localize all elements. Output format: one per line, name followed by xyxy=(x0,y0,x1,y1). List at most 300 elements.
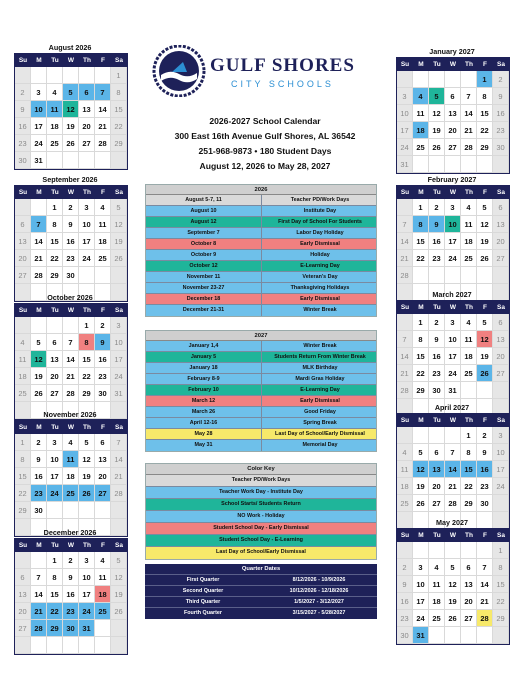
month-calendar-march-2027 xyxy=(396,289,508,417)
calendar-day: 19 xyxy=(111,586,127,603)
calendar-day: 2 xyxy=(429,199,445,216)
calendar-day: 6 xyxy=(429,444,445,461)
weekday-header: W xyxy=(63,54,79,67)
calendar-day: 11 xyxy=(95,569,111,586)
calendar-day: 4 xyxy=(461,314,477,331)
calendar-empty-cell xyxy=(397,542,413,559)
event-description: Thanksgiving Holidays xyxy=(290,285,350,291)
calendar-day: 20 xyxy=(47,368,63,385)
weekday-header: Sa xyxy=(111,539,127,552)
calendar-day: 11 xyxy=(95,216,111,233)
calendar-day: 2 xyxy=(31,434,47,451)
calendar-day: 16 xyxy=(477,461,493,478)
calendar-day: 11 xyxy=(47,101,63,118)
calendar-day: 8 xyxy=(47,216,63,233)
calendar-day: 16 xyxy=(63,586,79,603)
calendar-empty-cell xyxy=(95,67,111,84)
calendar-day: 3 xyxy=(445,199,461,216)
calendar-empty-cell xyxy=(493,267,509,284)
event-date: January 1,4 xyxy=(146,341,262,351)
quarter-row xyxy=(145,575,377,586)
calendar-day: 7 xyxy=(397,216,413,233)
calendar-day: 31 xyxy=(397,156,413,173)
event-description: Veteran's Day xyxy=(302,274,338,280)
event-date: October 9 xyxy=(146,250,262,260)
calendar-day: 21 xyxy=(31,603,47,620)
calendar-day: 26 xyxy=(31,385,47,402)
calendar-empty-cell xyxy=(493,627,509,644)
calendar-empty-cell xyxy=(429,267,445,284)
calendar-empty-cell xyxy=(445,627,461,644)
calendar-day: 13 xyxy=(79,101,95,118)
event-row xyxy=(146,217,376,228)
calendar-day: 5 xyxy=(477,199,493,216)
calendar-empty-cell xyxy=(397,314,413,331)
calendar-day: 3 xyxy=(79,199,95,216)
event-row xyxy=(146,305,376,316)
calendar-day: 18 xyxy=(413,122,429,139)
calendar-empty-cell xyxy=(79,637,95,654)
calendar-day: 14 xyxy=(397,348,413,365)
calendar-day: 18 xyxy=(47,118,63,135)
calendar-empty-cell xyxy=(397,71,413,88)
calendar-empty-cell xyxy=(63,637,79,654)
calendar-day: 5 xyxy=(413,444,429,461)
calendar-day: 30 xyxy=(477,495,493,512)
quarter-dates: 3/15/2027 - 5/28/2027 xyxy=(292,610,346,616)
calendar-day: 31 xyxy=(79,620,95,637)
calendar-day: 22 xyxy=(15,485,31,502)
weekday-header: W xyxy=(63,304,79,317)
calendar-day: 14 xyxy=(445,461,461,478)
calendar-day: 8 xyxy=(461,444,477,461)
calendar-day: 19 xyxy=(31,368,47,385)
weekday-header: W xyxy=(445,186,461,199)
calendar-day: 16 xyxy=(31,468,47,485)
calendar-day: 17 xyxy=(445,348,461,365)
calendar-empty-cell xyxy=(111,152,127,169)
event-date: February 10 xyxy=(146,385,262,395)
calendar-day: 14 xyxy=(111,451,127,468)
school-year-range: August 12, 2026 to May 28, 2027 xyxy=(199,161,331,171)
calendar-empty-cell xyxy=(429,427,445,444)
calendar-day: 26 xyxy=(111,250,127,267)
calendar-day: 23 xyxy=(429,250,445,267)
calendar-empty-cell xyxy=(445,542,461,559)
weekday-header: Tu xyxy=(429,529,445,542)
calendar-day: 7 xyxy=(111,434,127,451)
calendar-day: 4 xyxy=(47,84,63,101)
logo-sub-text: CITY SCHOOLS xyxy=(231,79,334,89)
weekday-header: Su xyxy=(397,301,413,314)
calendar-day: 25 xyxy=(95,603,111,620)
calendar-day: 20 xyxy=(15,603,31,620)
event-date: September 7 xyxy=(146,228,262,238)
calendar-empty-cell xyxy=(95,637,111,654)
calendar-day: 1 xyxy=(47,199,63,216)
quarter-row xyxy=(145,586,377,597)
calendar-day: 17 xyxy=(397,122,413,139)
calendar-day: 26 xyxy=(429,139,445,156)
quarter-dates: 1/5/2027 - 3/12/2027 xyxy=(294,599,344,605)
calendar-empty-cell xyxy=(15,552,31,569)
month-grid xyxy=(396,300,510,417)
calendar-day: 12 xyxy=(477,331,493,348)
calendar-day: 19 xyxy=(63,118,79,135)
month-grid xyxy=(396,413,510,530)
weekday-header: Su xyxy=(15,421,31,434)
calendar-day: 8 xyxy=(477,88,493,105)
color-key-item: Student School Day - Early Dismissal xyxy=(146,523,376,535)
weekday-header: M xyxy=(413,58,429,71)
weekday-header: W xyxy=(63,421,79,434)
calendar-day: 17 xyxy=(31,118,47,135)
calendar-day: 30 xyxy=(397,627,413,644)
calendar-empty-cell xyxy=(79,67,95,84)
calendar-day: 4 xyxy=(63,434,79,451)
calendar-day: 12 xyxy=(429,105,445,122)
calendar-empty-cell xyxy=(31,199,47,216)
event-date: August 10 xyxy=(146,206,262,216)
weekday-header: W xyxy=(445,529,461,542)
calendar-day: 24 xyxy=(111,368,127,385)
calendar-day: 5 xyxy=(79,434,95,451)
calendar-day: 13 xyxy=(461,576,477,593)
calendar-day: 12 xyxy=(31,351,47,368)
weekday-header: F xyxy=(95,539,111,552)
calendar-day: 9 xyxy=(31,451,47,468)
calendar-day: 9 xyxy=(397,576,413,593)
weekday-header: Sa xyxy=(493,186,509,199)
calendar-day: 26 xyxy=(79,485,95,502)
weekday-header: Th xyxy=(461,58,477,71)
event-row xyxy=(146,239,376,250)
calendar-day: 10 xyxy=(111,334,127,351)
calendar-empty-cell xyxy=(445,156,461,173)
calendar-day: 4 xyxy=(429,559,445,576)
weekday-header: M xyxy=(413,186,429,199)
weekday-header: W xyxy=(63,539,79,552)
calendar-day: 19 xyxy=(413,478,429,495)
calendar-day: 23 xyxy=(31,485,47,502)
calendar-day: 10 xyxy=(47,451,63,468)
month-grid xyxy=(396,57,510,174)
calendar-day: 16 xyxy=(95,351,111,368)
calendar-empty-cell xyxy=(477,156,493,173)
calendar-day: 7 xyxy=(31,569,47,586)
quarter-row xyxy=(145,608,377,619)
calendar-day: 7 xyxy=(63,334,79,351)
calendar-day: 24 xyxy=(413,610,429,627)
calendar-day: 18 xyxy=(63,468,79,485)
weekday-header: W xyxy=(445,301,461,314)
calendar-day: 4 xyxy=(95,199,111,216)
calendar-day: 18 xyxy=(429,593,445,610)
calendar-day: 20 xyxy=(493,348,509,365)
calendar-day: 6 xyxy=(15,216,31,233)
calendar-day: 19 xyxy=(79,468,95,485)
event-date: October 12 xyxy=(146,261,262,271)
calendar-day: 9 xyxy=(15,101,31,118)
calendar-empty-cell xyxy=(477,267,493,284)
weekday-header: Tu xyxy=(429,301,445,314)
calendar-day: 3 xyxy=(413,559,429,576)
calendar-day: 9 xyxy=(429,331,445,348)
event-row xyxy=(146,195,376,206)
calendar-day: 28 xyxy=(31,620,47,637)
month-title: March 2027 xyxy=(432,290,472,299)
calendar-day: 28 xyxy=(461,139,477,156)
calendar-day: 21 xyxy=(477,593,493,610)
month-title: December 2026 xyxy=(43,528,97,537)
calendar-day: 30 xyxy=(31,502,47,519)
calendar-day: 26 xyxy=(111,603,127,620)
calendar-day: 8 xyxy=(493,559,509,576)
calendar-day: 18 xyxy=(397,478,413,495)
calendar-day: 25 xyxy=(15,385,31,402)
month-title: February 2027 xyxy=(427,175,477,184)
calendar-day: 28 xyxy=(95,135,111,152)
calendar-day: 14 xyxy=(31,233,47,250)
weekday-header: F xyxy=(95,421,111,434)
weekday-header: Tu xyxy=(429,186,445,199)
weekday-header: Th xyxy=(461,186,477,199)
calendar-day: 18 xyxy=(15,368,31,385)
event-description: Labor Day Holiday xyxy=(296,230,344,236)
calendar-day: 20 xyxy=(461,593,477,610)
event-description: MLK Birthday xyxy=(302,365,338,371)
weekday-header: Sa xyxy=(493,529,509,542)
event-description: Good Friday xyxy=(304,409,336,415)
calendar-day: 24 xyxy=(31,135,47,152)
weekday-header: Su xyxy=(15,539,31,552)
calendar-day: 3 xyxy=(31,84,47,101)
calendar-day: 5 xyxy=(31,334,47,351)
weekday-header: Sa xyxy=(111,54,127,67)
calendar-day: 17 xyxy=(445,233,461,250)
calendar-day: 2 xyxy=(15,84,31,101)
color-key-item: School Starts/ Students Return xyxy=(146,499,376,511)
calendar-day: 2 xyxy=(397,559,413,576)
calendar-empty-cell xyxy=(95,502,111,519)
weekday-header: Th xyxy=(461,529,477,542)
color-key-item: Last Day of School/Early Dismissal xyxy=(146,547,376,559)
calendar-day: 26 xyxy=(445,610,461,627)
calendar-day: 28 xyxy=(63,385,79,402)
calendar-day: 6 xyxy=(461,559,477,576)
month-title: May 2027 xyxy=(436,518,468,527)
calendar-day: 17 xyxy=(47,468,63,485)
calendar-day: 5 xyxy=(429,88,445,105)
school-logo xyxy=(152,45,372,97)
calendar-day: 4 xyxy=(413,88,429,105)
calendar-empty-cell xyxy=(95,620,111,637)
weekday-header: Sa xyxy=(111,186,127,199)
event-row xyxy=(146,363,376,374)
calendar-empty-cell xyxy=(95,267,111,284)
calendar-empty-cell xyxy=(47,317,63,334)
calendar-day: 8 xyxy=(111,84,127,101)
calendar-day: 30 xyxy=(63,267,79,284)
weekday-header: M xyxy=(31,304,47,317)
calendar-day: 28 xyxy=(397,382,413,399)
event-row xyxy=(146,228,376,239)
weekday-header: F xyxy=(95,304,111,317)
school-address: 300 East 16th Avenue Gulf Shores, AL 36542 xyxy=(174,131,356,141)
weekday-header: Su xyxy=(15,186,31,199)
calendar-day: 18 xyxy=(95,233,111,250)
month-calendar-april-2027 xyxy=(396,402,508,530)
calendar-empty-cell xyxy=(63,152,79,169)
calendar-day: 22 xyxy=(413,250,429,267)
event-date: February 8-9 xyxy=(146,374,262,384)
calendar-empty-cell xyxy=(493,495,509,512)
calendar-empty-cell xyxy=(493,156,509,173)
calendar-day: 9 xyxy=(493,88,509,105)
calendar-day: 10 xyxy=(79,216,95,233)
calendar-day: 2 xyxy=(493,71,509,88)
calendar-day: 7 xyxy=(477,559,493,576)
calendar-day: 14 xyxy=(31,586,47,603)
calendar-day: 3 xyxy=(445,314,461,331)
calendar-day: 1 xyxy=(461,427,477,444)
event-row xyxy=(146,206,376,217)
event-row xyxy=(146,396,376,407)
calendar-empty-cell xyxy=(429,542,445,559)
calendar-day: 21 xyxy=(445,478,461,495)
calendar-day: 19 xyxy=(445,593,461,610)
calendar-day: 21 xyxy=(95,118,111,135)
calendar-day: 6 xyxy=(79,84,95,101)
calendar-day: 17 xyxy=(111,351,127,368)
calendar-day: 27 xyxy=(15,620,31,637)
calendar-day: 17 xyxy=(79,233,95,250)
calendar-day: 29 xyxy=(15,502,31,519)
calendar-day: 9 xyxy=(429,216,445,233)
calendar-day: 29 xyxy=(413,382,429,399)
calendar-day: 6 xyxy=(493,314,509,331)
event-description: Spring Break xyxy=(303,420,337,426)
calendar-day: 31 xyxy=(413,627,429,644)
quarter-row xyxy=(145,597,377,608)
calendar-empty-cell xyxy=(15,199,31,216)
calendar-day: 20 xyxy=(15,250,31,267)
month-calendar-december-2026 xyxy=(14,527,126,655)
calendar-day: 27 xyxy=(47,385,63,402)
calendar-day: 1 xyxy=(15,434,31,451)
calendar-day: 2 xyxy=(63,199,79,216)
month-title: April 2027 xyxy=(434,403,470,412)
weekday-header: F xyxy=(477,529,493,542)
events-table-title: 2026 xyxy=(146,185,376,195)
calendar-day: 18 xyxy=(95,586,111,603)
weekday-header: W xyxy=(63,186,79,199)
calendar-empty-cell xyxy=(397,199,413,216)
calendar-day: 2 xyxy=(95,317,111,334)
calendar-day: 12 xyxy=(111,216,127,233)
event-row xyxy=(146,374,376,385)
month-title: January 2027 xyxy=(429,47,475,56)
calendar-day: 8 xyxy=(413,331,429,348)
event-row xyxy=(146,341,376,352)
calendar-day: 14 xyxy=(397,233,413,250)
event-date: November 23-27 xyxy=(146,283,262,293)
weekday-header: Tu xyxy=(47,421,63,434)
event-description: Students Return From Winter Break xyxy=(274,354,366,360)
calendar-day: 9 xyxy=(95,334,111,351)
calendar-empty-cell xyxy=(79,152,95,169)
calendar-day: 25 xyxy=(429,610,445,627)
weekday-header: Tu xyxy=(47,54,63,67)
calendar-day: 5 xyxy=(445,559,461,576)
calendar-day: 1 xyxy=(79,317,95,334)
event-description: Last Day of School/Early Dismissal xyxy=(275,431,365,437)
calendar-day: 22 xyxy=(47,250,63,267)
calendar-empty-cell xyxy=(445,71,461,88)
calendar-day: 23 xyxy=(429,365,445,382)
calendar-day: 3 xyxy=(79,552,95,569)
calendar-day: 11 xyxy=(15,351,31,368)
calendar-day: 12 xyxy=(79,451,95,468)
calendar-empty-cell xyxy=(63,67,79,84)
calendar-day: 24 xyxy=(445,365,461,382)
calendar-day: 24 xyxy=(79,250,95,267)
weekday-header: Su xyxy=(397,58,413,71)
calendar-day: 1 xyxy=(477,71,493,88)
calendar-day: 10 xyxy=(79,569,95,586)
calendar-day: 27 xyxy=(79,135,95,152)
calendar-day: 14 xyxy=(63,351,79,368)
event-date: May 28 xyxy=(146,429,262,439)
calendar-day: 24 xyxy=(445,250,461,267)
calendar-empty-cell xyxy=(79,502,95,519)
calendar-day: 21 xyxy=(397,250,413,267)
calendar-day: 29 xyxy=(47,620,63,637)
calendar-day: 21 xyxy=(461,122,477,139)
calendar-day: 5 xyxy=(111,552,127,569)
event-date: March 12 xyxy=(146,396,262,406)
calendar-empty-cell xyxy=(47,67,63,84)
calendar-empty-cell xyxy=(429,71,445,88)
calendar-day: 19 xyxy=(429,122,445,139)
calendar-day: 13 xyxy=(493,216,509,233)
calendar-day: 23 xyxy=(493,122,509,139)
event-date: May 31 xyxy=(146,440,262,451)
calendar-day: 15 xyxy=(493,576,509,593)
calendar-day: 30 xyxy=(429,382,445,399)
calendar-empty-cell xyxy=(31,637,47,654)
calendar-day: 19 xyxy=(111,233,127,250)
event-date: January 18 xyxy=(146,363,262,373)
calendar-day: 6 xyxy=(47,334,63,351)
event-row xyxy=(146,250,376,261)
calendar-empty-cell xyxy=(31,552,47,569)
calendar-day: 20 xyxy=(429,478,445,495)
weekday-header: Su xyxy=(397,414,413,427)
calendar-day: 30 xyxy=(493,139,509,156)
event-description: E-Learning Day xyxy=(300,387,340,393)
calendar-day: 8 xyxy=(47,569,63,586)
calendar-empty-cell xyxy=(413,267,429,284)
calendar-day: 6 xyxy=(493,199,509,216)
calendar-day: 22 xyxy=(413,365,429,382)
calendar-empty-cell xyxy=(111,620,127,637)
weekday-header: M xyxy=(413,301,429,314)
weekday-header: W xyxy=(445,414,461,427)
calendar-day: 18 xyxy=(461,233,477,250)
calendar-empty-cell xyxy=(477,627,493,644)
calendar-day: 22 xyxy=(493,593,509,610)
